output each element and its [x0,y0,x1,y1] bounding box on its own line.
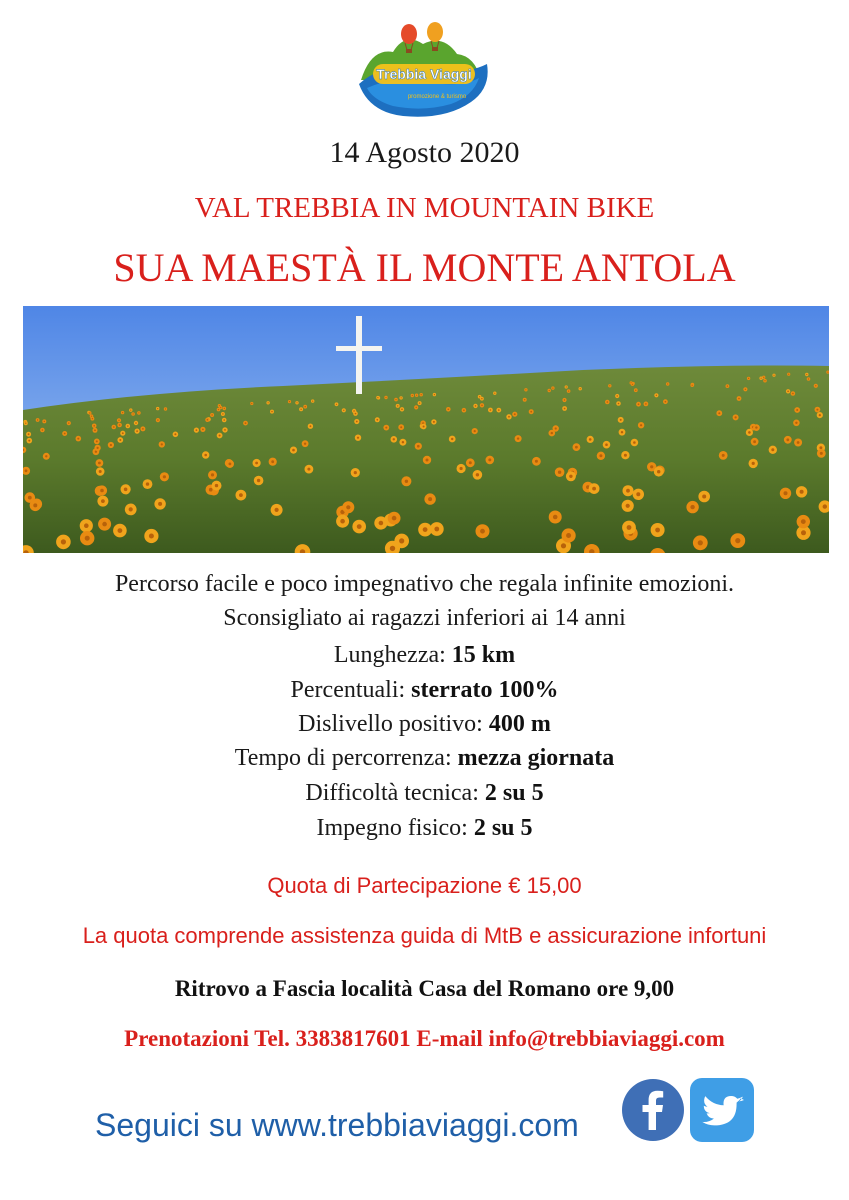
detail-percentages [0,677,849,704]
participation-fee: Quota di Partecipazione € 15,00 [267,873,582,898]
twitter-icon[interactable] [690,1078,754,1142]
detail-label: Lunghezza: [333,642,452,668]
event-title: SUA MAESTÀ IL MONTE ANTOLA [113,245,736,290]
detail-elevation [0,711,849,738]
description-line-1: Percorso facile e poco impegnativo che regala infinite emozioni. [114,571,735,597]
event-date: 14 Agosto 2020 [329,136,520,169]
detail-duration [0,745,849,772]
detail-technical-difficulty [0,780,849,807]
detail-value: mezza giornata [457,745,615,771]
detail-label: Percentuali: [290,677,412,703]
facebook-icon[interactable] [621,1078,685,1142]
detail-label: Difficoltà tecnica: [305,780,485,806]
meeting-point: Ritrovo a Fascia località Casa del Romano ore 9,00 [174,976,675,1001]
detail-label: Tempo di percorrenza: [234,745,458,771]
detail-value: 15 km [451,642,516,668]
mountain-flower-field-photo [23,306,829,553]
follow-website-link[interactable]: Seguici su www.trebbiaviaggi.com [95,1107,579,1143]
detail-physical-effort [0,815,849,842]
detail-label: Impegno fisico: [316,815,474,841]
detail-value: 2 su 5 [484,780,544,806]
detail-value: sterrato 100% [411,677,559,703]
logo-name: Trebbia Viaggi [376,66,472,82]
detail-label: Dislivello positivo: [298,711,489,737]
detail-length [0,642,849,669]
fee-includes: La quota comprende assistenza guida di MtB e assicurazione infortuni [82,923,767,948]
detail-value: 400 m [488,711,551,737]
booking-contacts: Prenotazioni Tel. 3383817601 E-mail info@trebbiaviaggi.com [124,1026,725,1051]
trebbia-viaggi-logo [353,18,493,128]
description-line-2: Sconsigliato ai ragazzi inferiori ai 14 anni [223,605,626,631]
logo-tagline: promozione & turismo [407,94,467,100]
detail-value: 2 su 5 [473,815,533,841]
event-subtitle: VAL TREBBIA IN MOUNTAIN BIKE [194,192,655,224]
